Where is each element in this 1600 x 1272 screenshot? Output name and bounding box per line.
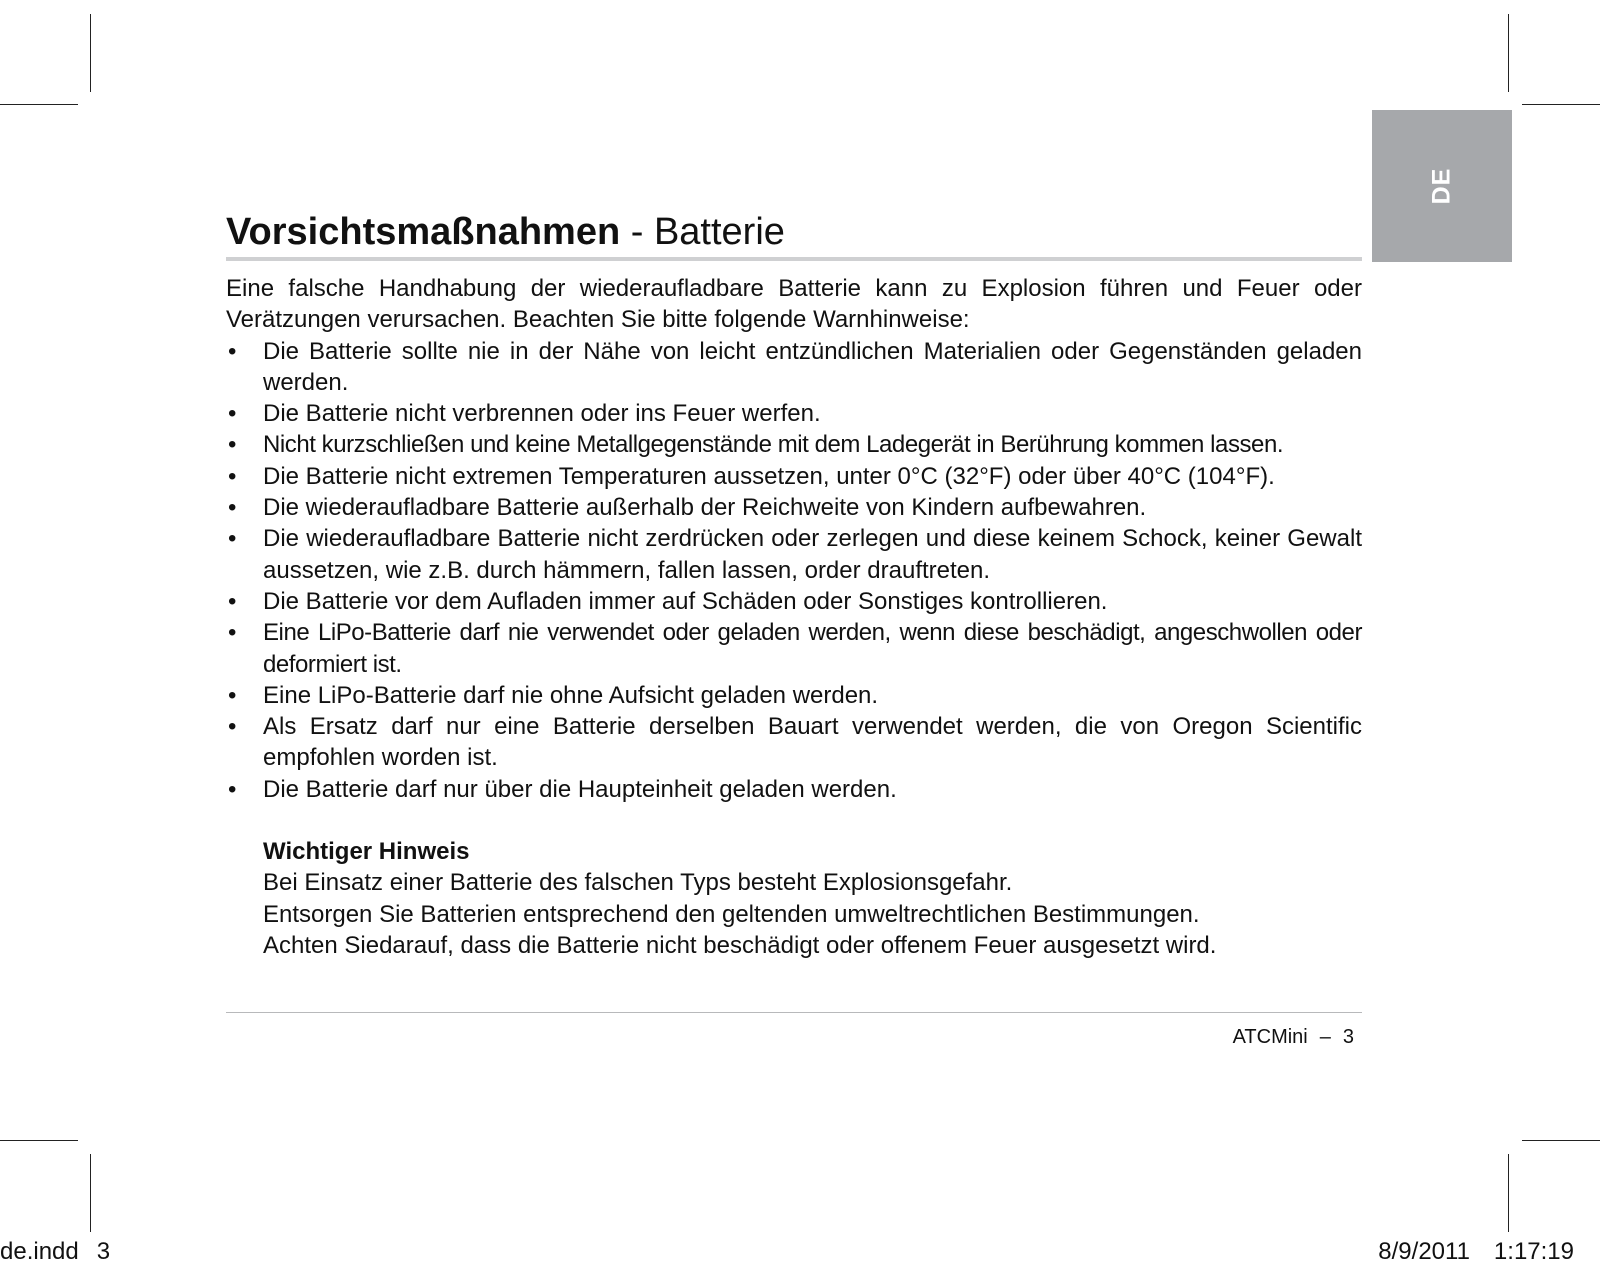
bullet-glyph: • bbox=[228, 462, 237, 490]
warning-item bbox=[226, 398, 1362, 429]
bullet-glyph: • bbox=[228, 681, 237, 709]
bullet-glyph: • bbox=[228, 713, 237, 741]
footer-dash: – bbox=[1319, 1026, 1331, 1048]
bullet-glyph: • bbox=[228, 525, 237, 553]
warning-item bbox=[226, 523, 1362, 586]
warning-text: Die Batterie nicht extremen Temperaturen aussetzen, unter 0°C (32°F) oder über 40°C (104°F). bbox=[263, 462, 1275, 490]
bullet-glyph: • bbox=[228, 431, 236, 459]
warning-item bbox=[226, 617, 1362, 680]
important-notice bbox=[226, 836, 1362, 961]
warning-text: Die Batterie vor dem Aufladen immer auf Schäden oder Sonstiges kontrollieren. bbox=[263, 587, 1108, 615]
crop-mark bbox=[0, 104, 78, 105]
notice-heading: Wichtiger Hinweis bbox=[263, 838, 470, 866]
bullet-glyph: • bbox=[228, 494, 237, 522]
crop-mark bbox=[1522, 104, 1600, 105]
slug-file-info bbox=[0, 1237, 110, 1267]
warning-item bbox=[226, 774, 1362, 805]
warning-text: Die Batterie nicht verbrennen oder ins Feuer werfen. bbox=[263, 400, 821, 428]
warning-list bbox=[226, 336, 1362, 805]
title-underline bbox=[226, 257, 1362, 261]
page-title bbox=[226, 208, 785, 256]
slug-timestamp bbox=[1378, 1237, 1574, 1267]
warning-item bbox=[226, 680, 1362, 711]
warning-item bbox=[226, 492, 1362, 523]
language-tab bbox=[1372, 110, 1512, 262]
warning-text: Nicht kurzschließen und keine Metallgegenstände mit dem Ladegerät in Berührung kommen lassen. bbox=[263, 431, 1284, 459]
notice-line: Bei Einsatz einer Batterie des falschen Typs besteht Explosionsgefahr. bbox=[263, 869, 1013, 897]
warning-text: Die wiederaufladbare Batterie außerhalb der Reichweite von Kindern aufbewahren. bbox=[263, 494, 1147, 522]
warning-item bbox=[226, 586, 1362, 617]
language-code: DE bbox=[1427, 167, 1456, 205]
title-rest: - Batterie bbox=[620, 211, 785, 253]
crop-mark bbox=[0, 1140, 78, 1141]
crop-mark bbox=[1508, 1154, 1509, 1232]
warning-text: Eine LiPo-Batterie darf nie verwendet oder geladen werden, wenn diese beschädigt, angeschwollen oder deformiert ist. bbox=[263, 619, 1362, 678]
notice-line: Achten Siedarauf, dass die Batterie nicht beschädigt oder offenem Feuer ausgesetzt wird. bbox=[263, 931, 1217, 959]
notice-line: Entsorgen Sie Batterien entsprechend den geltenden umweltrechtlichen Bestimmungen. bbox=[263, 900, 1200, 928]
bullet-glyph: • bbox=[228, 619, 236, 647]
warning-text: Die wiederaufladbare Batterie nicht zerdrücken oder zerlegen und diese keinem Schock, keiner Gewalt aussetzen, wie z.B. durch hämmern, fallen lassen, order drauftreten. bbox=[263, 525, 1362, 584]
product-name: ATCMini bbox=[1232, 1026, 1308, 1048]
bullet-glyph: • bbox=[228, 400, 237, 428]
slug-date: 8/9/2011 bbox=[1378, 1238, 1470, 1265]
bullet-glyph: • bbox=[228, 587, 237, 615]
crop-mark bbox=[90, 1154, 91, 1232]
slug-time: 1:17:19 bbox=[1493, 1238, 1574, 1265]
page-number: 3 bbox=[1342, 1026, 1354, 1048]
crop-mark bbox=[1522, 1140, 1600, 1141]
warning-item bbox=[226, 336, 1362, 399]
bullet-glyph: • bbox=[228, 337, 237, 365]
footer-divider bbox=[226, 1012, 1362, 1013]
slug-filename: de.indd bbox=[0, 1238, 79, 1265]
warning-text: Als Ersatz darf nur eine Batterie derselben Bauart verwendet werden, die von Oregon Scientific empfohlen worden ist. bbox=[263, 713, 1362, 772]
title-bold: Vorsichtsmaßnahmen bbox=[226, 211, 621, 253]
slug-page: 3 bbox=[96, 1238, 111, 1265]
warning-item bbox=[226, 429, 1362, 460]
warning-text: Eine LiPo-Batterie darf nie ohne Aufsicht geladen werden. bbox=[263, 681, 879, 709]
intro-paragraph: Eine falsche Handhabung der wiederaufladbare Batterie kann zu Explosion führen und Feuer oder Verätzungen verursachen. Beachten Sie bitte folgende Warnhinweise: bbox=[226, 275, 1362, 334]
warning-text: Die Batterie darf nur über die Haupteinheit geladen werden. bbox=[263, 775, 897, 803]
document-body bbox=[226, 273, 1362, 961]
warning-item bbox=[226, 711, 1362, 774]
warning-text: Die Batterie sollte nie in der Nähe von leicht entzündlichen Materialien oder Gegenständen geladen werden. bbox=[263, 337, 1362, 396]
page-footer bbox=[1233, 1024, 1354, 1050]
crop-mark bbox=[1508, 14, 1509, 92]
warning-item bbox=[226, 461, 1362, 492]
crop-mark bbox=[90, 14, 91, 92]
bullet-glyph: • bbox=[228, 775, 237, 803]
